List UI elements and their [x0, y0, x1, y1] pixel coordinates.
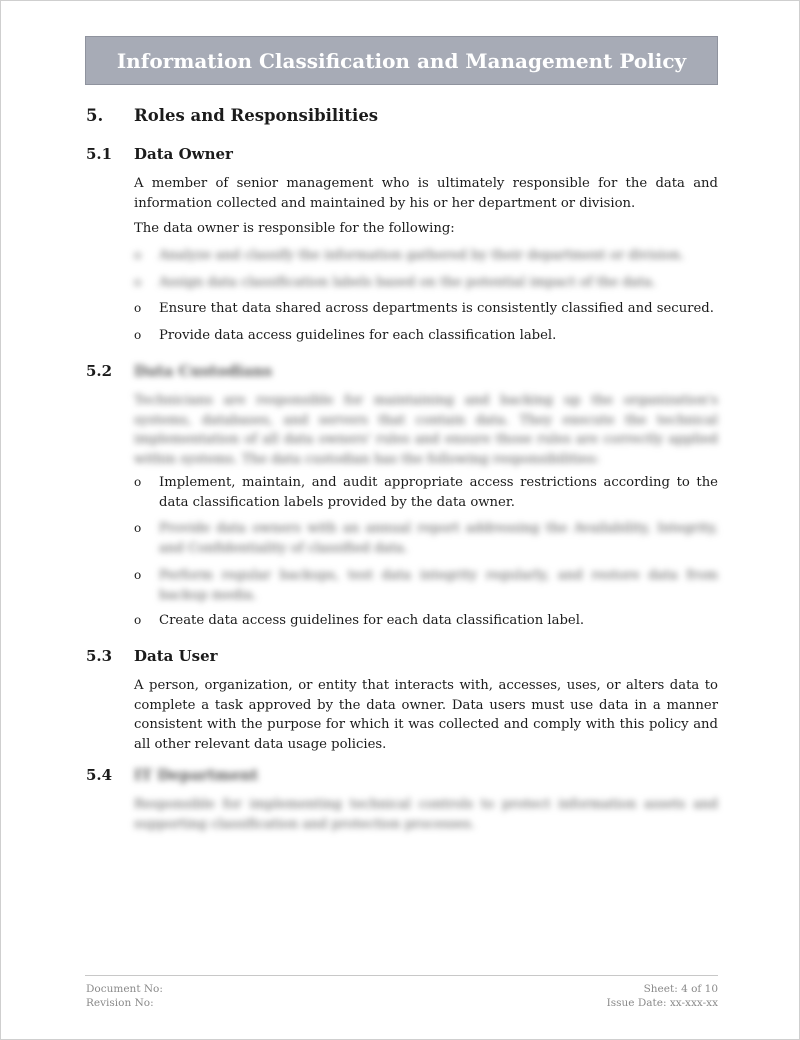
list-item-text: Analyze and classify the information gathered by their department or division. [159, 248, 685, 263]
list-item-text: Provide data owners with an annual report addressing the Availability, Integrity, and Confidentiality of classified data. [159, 521, 718, 556]
list-item-text: Ensure that data shared across departments is consistently classified and secured. [159, 301, 714, 316]
bullet-mark: o [134, 521, 142, 535]
subsection-number: 5.4 [86, 766, 113, 784]
paragraph: Responsible for implementing technical controls to protect information assets and supporting classification and protection processes. [134, 797, 718, 832]
footer-right [607, 982, 718, 1010]
list-item-text: Provide data access guidelines for each classification label. [159, 328, 557, 343]
subsection-heading-data-user [86, 647, 726, 667]
sheet-number: Sheet: 4 of 10 [643, 983, 718, 995]
subsection-title: IT Department [134, 766, 259, 784]
list-item-text: Create data access guidelines for each data classification label. [159, 613, 585, 628]
paragraph: A person, organization, or entity that interacts with, accesses, uses, or alters data to complete a task approved by the data owner. Data users must use data in a manner consistent with the purpose for which it was collected and comply with this policy and all other relevant data usage policies. [134, 678, 718, 752]
bullet-mark: o [134, 568, 142, 582]
footer-divider [85, 975, 718, 976]
revision-number-label: Revision No: [86, 997, 154, 1009]
paragraph: The data owner is responsible for the following: [134, 221, 455, 236]
document-number-label: Document No: [86, 983, 163, 995]
list-item-text: Perform regular backups, test data integrity regularly, and restore data from backup media. [159, 568, 718, 603]
bullet-mark: o [134, 301, 142, 315]
issue-date: Issue Date: xx-xxx-xx [606, 997, 718, 1009]
subsection-heading-data-custodians [86, 362, 726, 382]
bullet-mark: o [134, 248, 142, 262]
paragraph: Technicians are responsible for maintaining and backing up the organization's systems, databases, and servers that contain data. They execute the technical implementation of all data owners' rules and ensure those rules are correctly applied within systems. The data custodian has the following responsibilities: [134, 393, 718, 467]
subsection-title: Data Owner [134, 145, 233, 163]
section-title: Roles and Responsibilities [134, 106, 379, 125]
list-item-text: Assign data classification labels based on the potential impact of the data. [159, 275, 657, 290]
paragraph: A member of senior management who is ultimately responsible for the data and information collected and maintained by his or her department or division. [134, 176, 718, 211]
subsection-number: 5.2 [86, 362, 113, 380]
footer-left [86, 982, 163, 1010]
bullet-mark: o [134, 475, 142, 489]
subsection-title: Data User [134, 647, 218, 665]
subsection-title: Data Custodians [134, 362, 273, 380]
subsection-number: 5.1 [86, 145, 113, 163]
subsection-heading-data-owner [86, 145, 726, 165]
bullet-mark: o [134, 275, 142, 289]
subsection-heading-it-department [86, 766, 726, 786]
bullet-mark: o [134, 613, 142, 627]
list-item-text: Implement, maintain, and audit appropriate access restrictions according to the data classification labels provided by the data owner. [159, 475, 718, 510]
document-title: Information Classification and Management Policy [85, 36, 718, 85]
subsection-number: 5.3 [86, 647, 113, 665]
section-number: 5. [86, 106, 104, 125]
bullet-mark: o [134, 328, 142, 342]
